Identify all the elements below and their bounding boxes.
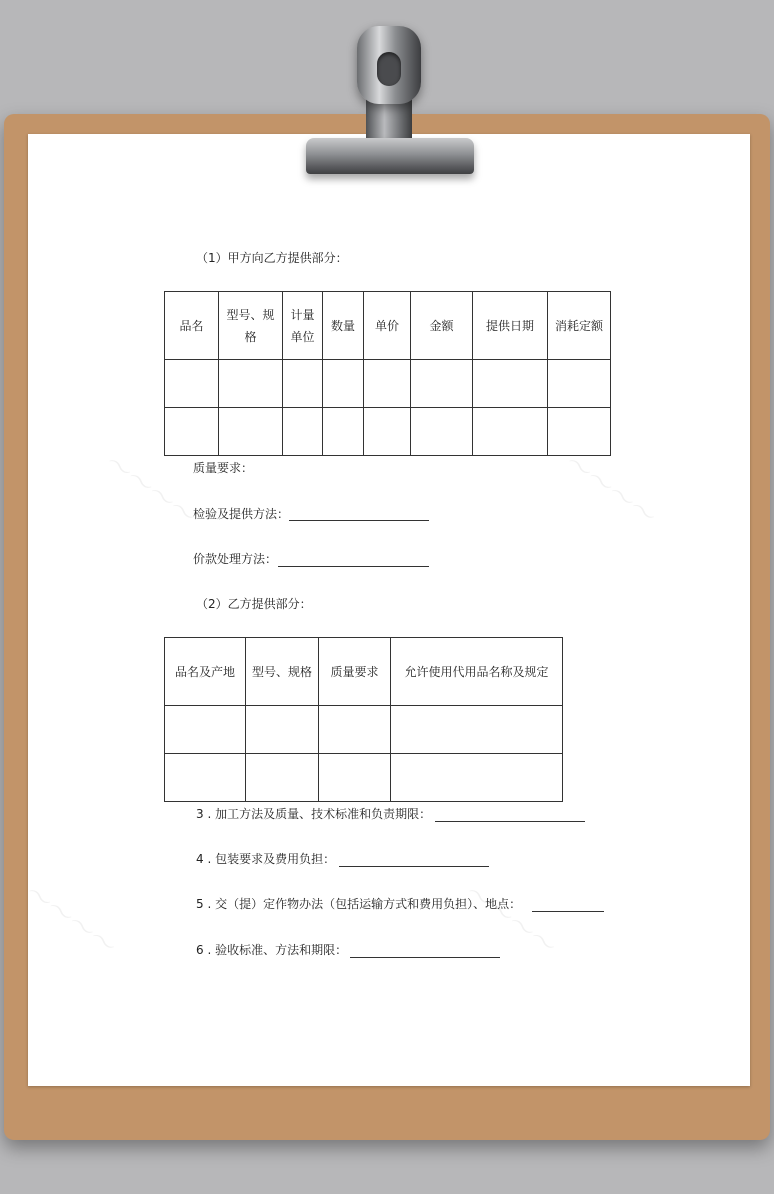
binder-clip-hole <box>377 52 401 86</box>
table-cell[interactable] <box>246 754 319 802</box>
clause-6-label: 6 . 验收标准、方法和期限： <box>196 943 348 957</box>
clause-4-label: 4 . 包装要求及费用负担： <box>196 852 336 866</box>
table-cell[interactable] <box>219 408 283 456</box>
inspection-blank[interactable] <box>289 520 429 521</box>
table-header-cell: 单价 <box>364 292 411 360</box>
table-row <box>165 706 563 754</box>
table-cell[interactable] <box>364 408 411 456</box>
clause-4-blank[interactable] <box>339 866 489 867</box>
table-header-cell: 金额 <box>411 292 473 360</box>
watermark-mark: ～～～～ <box>459 878 562 963</box>
table-header-cell: 型号、规格 <box>246 638 319 706</box>
header-text: 型号、规格 <box>226 307 275 344</box>
table-header-cell: 质量要求 <box>319 638 391 706</box>
table-header-cell: 允许使用代用品名称及规定 <box>391 638 563 706</box>
table-cell[interactable] <box>411 408 473 456</box>
table-row <box>165 360 611 408</box>
section2-table <box>164 637 563 802</box>
clause-3-label: 3 . 加工方法及质量、技术标准和负责期限： <box>196 807 432 821</box>
watermark-mark: ～～～～ <box>99 448 202 533</box>
table-header-cell <box>283 292 323 360</box>
table-header-cell <box>219 292 283 360</box>
table-row <box>165 408 611 456</box>
table-cell[interactable] <box>323 360 364 408</box>
inspection-label: 检验及提供方法： <box>193 507 290 521</box>
section1-table <box>164 291 611 456</box>
quality-label: 质量要求： <box>193 461 254 475</box>
section1-heading: （1）甲方向乙方提供部分： <box>196 251 348 265</box>
paper-sheet <box>28 134 750 1086</box>
clause-3-blank[interactable] <box>435 821 585 822</box>
table-cell[interactable] <box>319 706 391 754</box>
table-cell[interactable] <box>411 360 473 408</box>
table-cell[interactable] <box>473 360 548 408</box>
table-row <box>165 754 563 802</box>
clause-6-blank[interactable] <box>350 957 500 958</box>
table-cell[interactable] <box>548 360 611 408</box>
table-cell[interactable] <box>165 754 246 802</box>
table-cell[interactable] <box>165 408 219 456</box>
table-cell[interactable] <box>391 706 563 754</box>
table-cell[interactable] <box>391 754 563 802</box>
table-header-cell: 数量 <box>323 292 364 360</box>
table-header-cell: 品名 <box>165 292 219 360</box>
clause-5-blank[interactable] <box>532 911 604 912</box>
table-cell[interactable] <box>246 706 319 754</box>
table-cell[interactable] <box>219 360 283 408</box>
table-cell[interactable] <box>323 408 364 456</box>
table-cell[interactable] <box>319 754 391 802</box>
table-header-row <box>165 638 563 706</box>
watermark-mark: ～～～～ <box>559 448 662 533</box>
table-cell[interactable] <box>548 408 611 456</box>
table-cell[interactable] <box>364 360 411 408</box>
watermark-mark: ～～～～ <box>19 878 122 963</box>
clause-5-label: 5 . 交（提）定作物办法（包括运输方式和费用负担）、地点： <box>196 897 522 911</box>
table-header-cell: 提供日期 <box>473 292 548 360</box>
header-text: 计量单位 <box>290 307 315 344</box>
table-header-row <box>165 292 611 360</box>
table-header-cell: 品名及产地 <box>165 638 246 706</box>
table-cell[interactable] <box>283 408 323 456</box>
table-header-cell: 消耗定额 <box>548 292 611 360</box>
binder-clip-base <box>306 138 474 174</box>
pricing-blank[interactable] <box>278 566 429 567</box>
table-cell[interactable] <box>165 360 219 408</box>
table-cell[interactable] <box>473 408 548 456</box>
pricing-label: 价款处理方法： <box>193 552 278 566</box>
section2-heading: （2）乙方提供部分： <box>196 597 312 611</box>
table-cell[interactable] <box>283 360 323 408</box>
table-cell[interactable] <box>165 706 246 754</box>
